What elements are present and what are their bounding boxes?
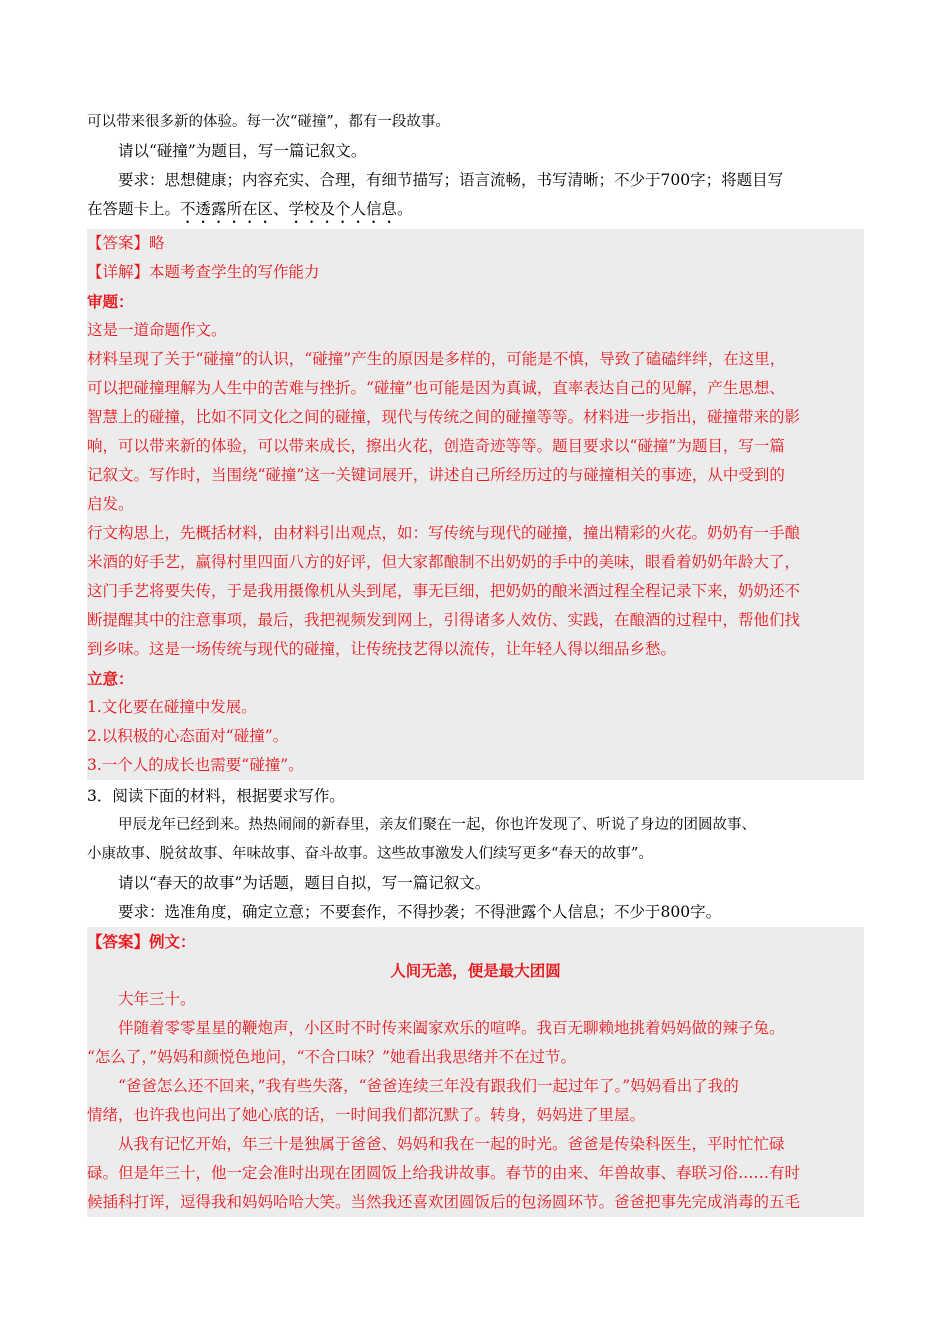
intro-line-1: 可以带来很多新的体验。每一次“碰撞”，都有一段故事。 <box>87 114 450 130</box>
analysis-p1-line: 智慧上的碰撞，比如不同文化之间的碰撞，现代与传统之间的碰撞等等。材料进一步指出，碰撞带来的影 <box>87 408 801 426</box>
question-3-material: 小康故事、脱贫故事、年味故事、奋斗故事。这些故事激发人们续写更多“春天的故事”。 <box>87 846 653 862</box>
analysis-p1-line: 响，可以带来新的体验，可以带来成长，擦出火花，创造奇迹等等。题目要求以“碰撞”为题目，写一篇 <box>87 437 785 455</box>
essay-title: 人间无恙，便是最大团圆 <box>390 961 561 980</box>
detail-label: 【详解】 <box>87 263 150 281</box>
essay-line: 候插科打诨，逗得我和妈妈哈哈大笑。当然我还喜欢团圆饭后的包汤圆环节。爸爸把事先完成消毒的五毛 <box>87 1193 801 1211</box>
intro-line-4-plain: 在答题卡上。 <box>87 200 181 218</box>
privacy-notice-dotted: 不透露所在区、学校及个人信息。 <box>180 200 413 218</box>
answer-line-1 <box>87 229 864 258</box>
analysis-p1-line: 材料呈现了关于“碰撞”的认识，“碰撞”产生的原因是多样的，可能是不慎，导致了磕磕绊绊，在这里， <box>87 350 786 368</box>
liyi-item: 1.文化要在碰撞中发展。 <box>87 698 257 716</box>
answer-value: 略 <box>149 234 165 252</box>
answer-3-label: 【答案】 <box>87 932 150 951</box>
liyi-heading: 立意： <box>87 669 134 688</box>
essay-line: “怎么了，”妈妈和颜悦色地问，“不合口味？”她看出我思绪并不在过节。 <box>87 1048 576 1066</box>
intro-line-2: 请以“碰撞”为题目，写一篇记叙文。 <box>118 142 367 160</box>
analysis-p2-line: 米酒的好手艺，赢得村里四面八方的好评，但大家都酿制不出奶奶的手中的美味，眼看着奶奶年龄大了， <box>87 553 801 571</box>
example-label: 例文： <box>149 932 196 951</box>
analysis-p2-line: 这门手艺将要失传，于是我用摄像机从头到尾，事无巨细，把奶奶的酿米酒过程全程记录下来，奶奶还不 <box>87 582 801 600</box>
question-3 <box>87 782 864 927</box>
question-3-header: 3．阅读下面的材料，根据要求写作。 <box>87 787 345 805</box>
analysis-p1-line: 启发。 <box>87 495 134 513</box>
answer-3-line <box>87 927 864 956</box>
shenti-heading: 审题： <box>87 292 134 311</box>
answer-block-1 <box>87 229 864 780</box>
analysis-p1-line: 记叙文。写作时，当围绕“碰撞”这一关键词展开，讲述自己所经历过的与碰撞相关的事迹，从中受到的 <box>87 466 785 484</box>
document-page <box>87 108 864 1217</box>
analysis-p2-line: 断提醒其中的注意事项，最后，我把视频发到网上，引得诸多人效仿、实践，在酿酒的过程中，帮他们找 <box>87 611 801 629</box>
answer-block-3 <box>87 927 864 1217</box>
analysis-p1-line: 可以把碰撞理解为人生中的苦难与挫折。“碰撞”也可能是因为真诚，直率表达自己的见解，产生思想、 <box>87 379 785 397</box>
detail-value: 本题考查学生的写作能力 <box>149 263 320 281</box>
essay-line: “爸爸怎么还不回来，”我有些失落，“爸爸连续三年没有跟我们一起过年了。”妈妈看出了我的 <box>118 1077 739 1095</box>
essay-line: 从我有记忆开始，年三十是独属于爸爸、妈妈和我在一起的时光。爸爸是传染科医生，平时忙忙碌 <box>118 1135 785 1153</box>
analysis-p2-line: 到乡味。这是一场传统与现代的碰撞，让传统技艺得以流传，让年轻人得以细品乡愁。 <box>87 640 677 658</box>
analysis-paragraph-1 <box>87 345 864 519</box>
analysis-p2-line: 行文构思上，先概括材料，由材料引出观点，如：写传统与现代的碰撞，撞出精彩的火花。奶奶有一手酿 <box>87 524 801 542</box>
question-3-material: 甲辰龙年已经到来。热热闹闹的新春里，亲友们聚在一起，你也许发现了、听说了身边的团圆故事、 <box>118 817 756 833</box>
analysis-paragraph-2 <box>87 519 864 664</box>
essay-line: 碌。但是年三十，他一定会准时出现在团圆饭上给我讲故事。春节的由来、年兽故事、春联习俗……有时 <box>87 1164 801 1182</box>
intro-line-3: 要求：思想健康；内容充实、合理，有细节描写；语言流畅，书写清晰；不少于700字；将题目写 <box>118 171 784 189</box>
essay-line: 大年三十。 <box>118 990 196 1008</box>
intro-line-4 <box>87 195 864 227</box>
answer-label: 【答案】 <box>87 234 150 252</box>
shenti-line: 这是一道命题作文。 <box>87 321 227 339</box>
question-3-requirement: 要求：选准角度，确定立意；不要套作，不得抄袭；不得泄露个人信息；不少于800字。 <box>118 903 722 921</box>
detail-line <box>87 258 864 287</box>
essay-line: 情绪，也许我也问出了她心底的话，一时间我们都沉默了。转身，妈妈进了里屋。 <box>87 1106 646 1124</box>
liyi-item: 3.一个人的成长也需要“碰撞”。 <box>87 756 304 774</box>
essay-line: 伴随着零零星星的鞭炮声，小区时不时传来阖家欢乐的喧哗。我百无聊赖地挑着妈妈做的辣子兔。 <box>118 1019 785 1037</box>
liyi-item: 2.以积极的心态面对“碰撞”。 <box>87 727 289 745</box>
question-3-prompt: 请以“春天的故事”为话题，题目自拟，写一篇记叙文。 <box>118 874 491 892</box>
